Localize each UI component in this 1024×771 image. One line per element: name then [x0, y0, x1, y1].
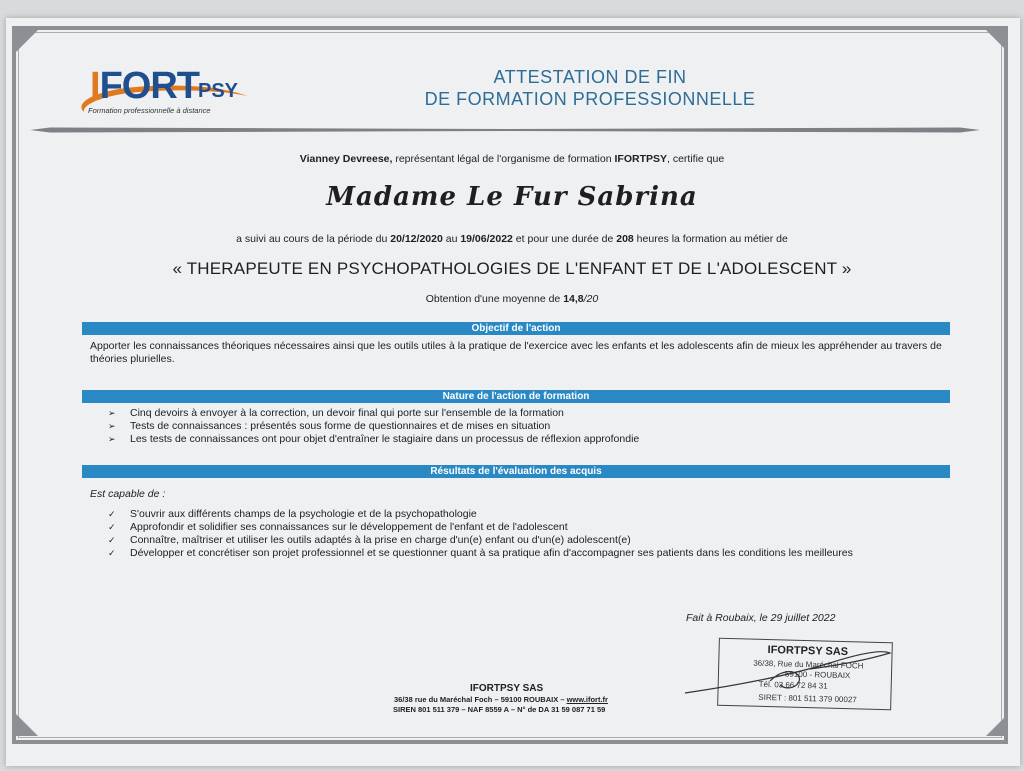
arrow-bullet-icon: ➢ — [108, 434, 116, 444]
nature-list — [108, 407, 639, 446]
ornamental-rule — [30, 127, 980, 133]
list-item: ✓ Développer et concrétiser son projet professionnel et se questionner quant à sa pratique afin d'accompagner ses patients dans les conditions les meilleures — [108, 547, 853, 559]
list-item: ✓ Approfondir et solidifier ses connaissances sur le développement de l'enfant et de l'adolescent — [108, 521, 568, 533]
corner-ornament — [986, 30, 1008, 52]
logo-psy: PSY — [198, 80, 239, 102]
list-item: ✓ Connaître, maîtriser et utiliser les outils adaptés à la prise en charge d'un(e) enfant ou d'un(e) adolescent(e) — [108, 534, 631, 546]
arrow-bullet-icon: ➢ — [108, 421, 116, 431]
list-item: ➢ Cinq devoirs à envoyer à la correction, un devoir final qui porte sur l'ensemble de la formation — [108, 407, 564, 419]
certification-statement: Vianney Devreese, représentant légal de l'organisme de formation IFORTPSY, certifie que — [299, 153, 725, 165]
list-item: ➢ Tests de connaissances : présentés sous forme de questionnaires et de mises en situation — [108, 420, 551, 432]
checkmark-icon: ✓ — [108, 535, 116, 545]
trainee-name: Madame Le Fur Sabrina — [326, 182, 698, 212]
arrow-bullet-icon: ➢ — [108, 408, 116, 418]
objectif-text: Apporter les connaissances théoriques nécessaires ainsi que les outils utiles à la pratique de l'exercice avec les enfants et les adolescents afin de mieux les appréhender au travers de théories plurielles. — [90, 340, 942, 365]
company-stamp: IFORTPSY SAS 36/38, Rue du Maréchal FOCH 59100 - ROUBAIX Tél. 03 66 72 84 31 SIRET : 801 511 379 00027 — [717, 638, 893, 711]
corner-ornament — [986, 714, 1008, 736]
section-header-resultats: Résultats de l'évaluation des acquis — [82, 465, 950, 478]
section-header-nature: Nature de l'action de formation — [82, 390, 950, 403]
footer-company: IFORTPSY SAS — [470, 683, 544, 694]
footer-registration: SIREN 801 511 379 – NAF 8559 A – N° de DA 31 59 087 71 59 — [393, 705, 606, 714]
corner-ornament — [16, 714, 38, 736]
list-item: ✓ S'ouvrir aux différents champs de la psychologie et de la psychopathologie — [108, 508, 477, 520]
website-link[interactable]: www.ifort.fr — [566, 695, 608, 704]
resultats-list — [108, 508, 938, 560]
inner-frame — [18, 32, 1002, 738]
footer-address: 36/38 rue du Maréchal Foch – 59100 ROUBAIX – www.ifort.fr — [394, 695, 608, 704]
list-item: ➢ Les tests de connaissances ont pour objet d'entraîner le stagiaire dans un processus de réflexion approfondie — [108, 433, 640, 445]
average-score: Obtention d'une moyenne de 14,8/20 — [425, 293, 599, 305]
training-period: a suivi au cours de la période du 20/12/2020 au 19/06/2022 et pour une durée de 208 heures la formation au métier de — [236, 233, 788, 245]
checkmark-icon: ✓ — [108, 522, 116, 532]
profession-title: « THERAPEUTE EN PSYCHOPATHOLOGIES DE L'ENFANT ET DE L'ADOLESCENT » — [172, 259, 852, 278]
capable-intro: Est capable de : — [90, 488, 166, 500]
corner-ornament — [16, 30, 38, 52]
logo-wordmark: IFORT — [90, 65, 199, 107]
ifortpsy-logo — [72, 66, 262, 122]
checkmark-icon: ✓ — [108, 548, 116, 558]
checkmark-icon: ✓ — [108, 509, 116, 519]
document-title: ATTESTATION DE FIN DE FORMATION PROFESSIONNELLE — [424, 67, 756, 109]
section-header-objectif: Objectif de l'action — [82, 322, 950, 335]
logo-tagline: Formation professionnelle à distance — [88, 106, 211, 115]
place-and-date: Fait à Roubaix, le 29 juillet 2022 — [686, 612, 836, 624]
signature — [680, 635, 900, 705]
